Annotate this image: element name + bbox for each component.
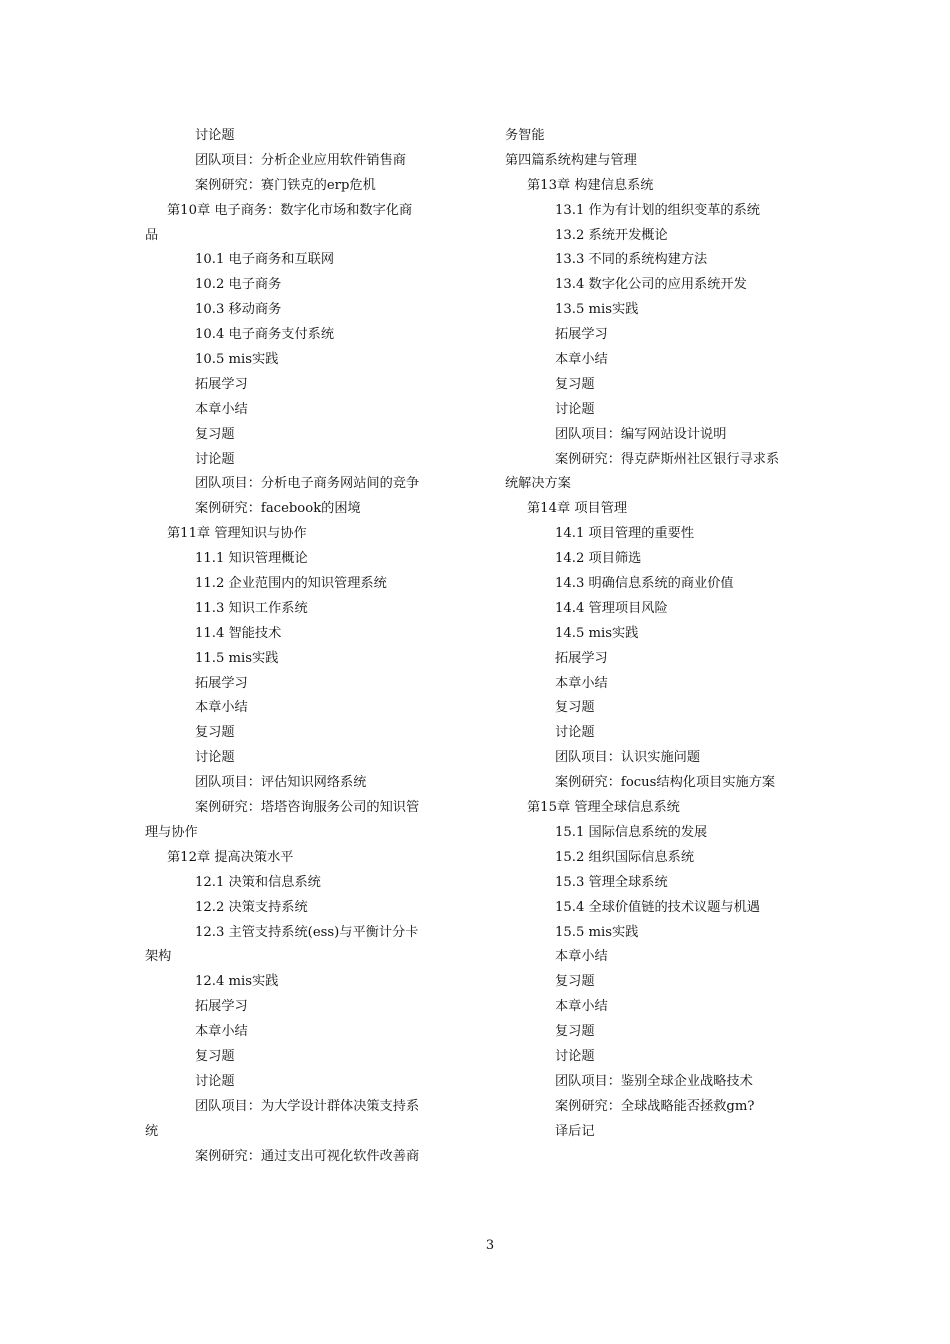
toc-line: 12.3 主管支持系统(ess)与平衡计分卡 <box>195 924 419 940</box>
toc-line: 讨论题 <box>195 128 235 143</box>
toc-line: 讨论题 <box>555 1048 595 1064</box>
toc-line: 11.1 知识管理概论 <box>195 551 308 567</box>
toc-line: 复习题 <box>555 1024 595 1040</box>
toc-line: 复习题 <box>555 376 595 392</box>
toc-line: 案例研究：赛门铁克的erp危机 <box>195 177 376 193</box>
toc-line: 第四篇系统构建与管理 <box>505 152 637 168</box>
toc-line: 案例研究：全球战略能否拯救gm? <box>555 1098 755 1114</box>
toc-line: 讨论题 <box>195 451 235 467</box>
toc-line: 团队项目：分析企业应用软件销售商 <box>195 152 406 168</box>
toc-right-column <box>505 124 805 1145</box>
toc-line: 13.1 作为有计划的组织变革的系统 <box>555 202 760 218</box>
toc-line: 复习题 <box>195 725 235 741</box>
toc-line: 13.4 数字化公司的应用系统开发 <box>555 277 747 293</box>
toc-line: 统解决方案 <box>505 476 571 492</box>
toc-line: 本章小结 <box>555 999 608 1015</box>
toc-line: 14.3 明确信息系统的商业价值 <box>555 576 734 592</box>
toc-line: 12.1 决策和信息系统 <box>195 874 321 890</box>
toc-line: 团队项目：为大学设计群体决策支持系 <box>195 1098 420 1114</box>
toc-line: 本章小结 <box>195 700 248 716</box>
toc-line: 拓展学习 <box>195 376 248 392</box>
toc-line: 团队项目：编写网站设计说明 <box>555 426 727 442</box>
toc-line: 讨论题 <box>555 725 595 741</box>
toc-line: 11.5 mis实践 <box>195 650 279 666</box>
toc-line: 团队项目：分析电子商务网站间的竞争 <box>195 476 420 492</box>
toc-line: 11.4 智能技术 <box>195 625 282 641</box>
toc-line: 13.3 不同的系统构建方法 <box>555 252 708 268</box>
toc-line: 10.5 mis实践 <box>195 352 279 368</box>
toc-line: 15.3 管理全球系统 <box>555 874 668 890</box>
toc-line: 译后记 <box>555 1123 595 1139</box>
toc-line: 讨论题 <box>195 750 235 766</box>
toc-line: 团队项目：评估知识网络系统 <box>195 775 367 791</box>
page-number: 3 <box>485 1238 495 1253</box>
toc-line: 务智能 <box>505 128 545 143</box>
toc-line: 14.2 项目筛选 <box>555 551 642 567</box>
toc-line: 本章小结 <box>195 1024 248 1040</box>
toc-line: 复习题 <box>195 1048 235 1064</box>
toc-line: 本章小结 <box>555 949 608 965</box>
toc-line: 10.2 电子商务 <box>195 277 282 293</box>
toc-line: 14.1 项目管理的重要性 <box>555 526 695 542</box>
toc-line: 案例研究：focus结构化项目实施方案 <box>555 775 776 791</box>
toc-line: 15.4 全球价值链的技术议题与机遇 <box>555 899 760 915</box>
toc-line: 10.3 移动商务 <box>195 302 282 318</box>
toc-line: 讨论题 <box>555 401 595 417</box>
toc-line: 14.5 mis实践 <box>555 625 639 641</box>
toc-line: 本章小结 <box>555 675 608 691</box>
toc-line: 架构 <box>145 949 172 965</box>
toc-line: 拓展学习 <box>195 999 248 1015</box>
toc-line: 第12章 提高决策水平 <box>167 849 294 865</box>
toc-line: 11.3 知识工作系统 <box>195 600 308 616</box>
toc-line: 第10章 电子商务：数字化市场和数字化商 <box>167 202 413 218</box>
toc-line: 15.5 mis实践 <box>555 924 639 940</box>
toc-line: 第13章 构建信息系统 <box>527 177 654 193</box>
toc-line: 拓展学习 <box>555 327 608 343</box>
toc-line: 第11章 管理知识与协作 <box>167 526 307 542</box>
toc-line: 讨论题 <box>195 1073 235 1089</box>
toc-line: 14.4 管理项目风险 <box>555 600 668 616</box>
toc-line: 复习题 <box>555 974 595 990</box>
toc-line: 15.2 组织国际信息系统 <box>555 849 695 865</box>
toc-line: 13.5 mis实践 <box>555 302 639 318</box>
toc-line: 12.2 决策支持系统 <box>195 899 308 915</box>
toc-line: 11.2 企业范围内的知识管理系统 <box>195 576 387 592</box>
toc-line: 统 <box>145 1123 159 1139</box>
toc-line: 拓展学习 <box>195 675 248 691</box>
toc-line: 10.1 电子商务和互联网 <box>195 252 335 268</box>
toc-line: 13.2 系统开发概论 <box>555 227 668 243</box>
toc-line: 理与协作 <box>145 824 198 840</box>
toc-line: 拓展学习 <box>555 650 608 666</box>
toc-line: 品 <box>145 227 159 243</box>
toc-line: 第14章 项目管理 <box>527 501 628 517</box>
toc-line: 复习题 <box>195 426 235 442</box>
toc-line: 案例研究：通过支出可视化软件改善商 <box>195 1148 420 1164</box>
toc-line: 10.4 电子商务支付系统 <box>195 327 335 343</box>
toc-line: 复习题 <box>555 700 595 716</box>
toc-line: 案例研究：facebook的困境 <box>195 501 361 517</box>
toc-line: 15.1 国际信息系统的发展 <box>555 824 708 840</box>
toc-line: 案例研究：塔塔咨询服务公司的知识管 <box>195 800 420 816</box>
toc-line: 本章小结 <box>195 401 248 417</box>
toc-line: 本章小结 <box>555 352 608 368</box>
toc-line: 案例研究：得克萨斯州社区银行寻求系 <box>555 451 780 467</box>
toc-line: 团队项目：认识实施问题 <box>555 750 701 766</box>
toc-line: 12.4 mis实践 <box>195 974 279 990</box>
toc-line: 第15章 管理全球信息系统 <box>527 800 680 816</box>
toc-line: 团队项目：鉴别全球企业战略技术 <box>555 1073 753 1089</box>
toc-left-column <box>145 124 445 1169</box>
